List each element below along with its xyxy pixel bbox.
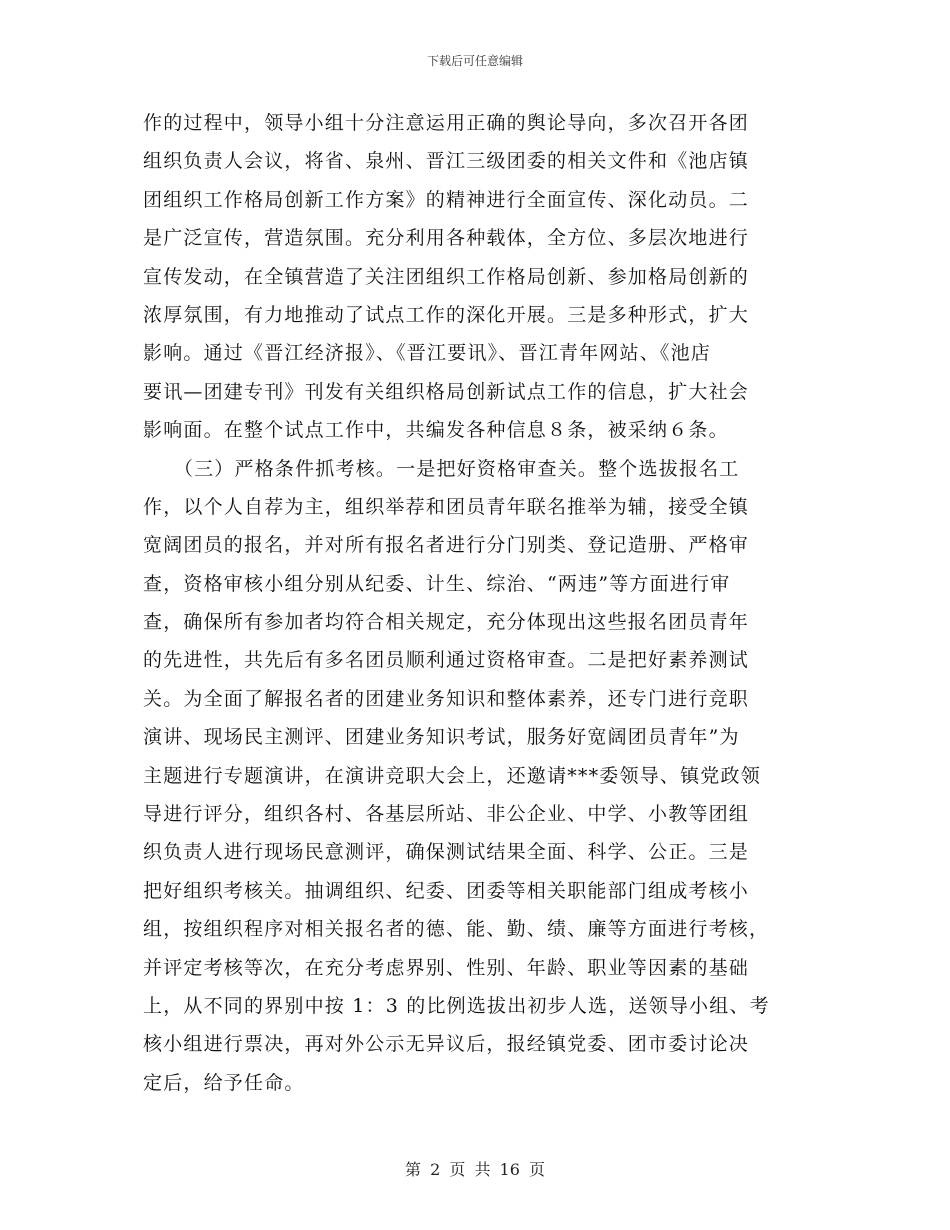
text-line: 导进行评分，组织各村、各基层所站、非公企业、中学、小教等团组: [143, 803, 750, 826]
text-line: 作，以个人自荐为主，组织举荐和团员青年联名推举为辅，接受全镇: [143, 495, 750, 518]
text-line: 作的过程中，领导小组十分注意运用正确的舆论导向，多次召开各团: [143, 112, 750, 134]
text-line: 要讯—团建专刊》刊发有关组织格局创新试点工作的信息，扩大社会: [143, 380, 750, 403]
text-line: 查，资格审核小组分别从纪委、计生、综治、“两违”等方面进行审: [143, 572, 731, 595]
text-line: 并评定考核等次，在充分考虑界别、性别、年龄、职业等因素的基础: [143, 956, 750, 979]
text-line: 组，按组织程序对相关报名者的德、能、勤、绩、廉等方面进行考核，: [143, 918, 770, 941]
document-body: [143, 104, 809, 1102]
page-number: 第 2 页 共 16 页: [405, 1160, 545, 1179]
text-line: 影响面。在整个试点工作中，共编发各种信息８条，被采纳６条。: [143, 419, 729, 442]
text-line: 宽阔团员的报名，并对所有报名者进行分门别类、登记造册、严格审: [143, 534, 750, 557]
text-line: 是广泛宣传，营造氛围。充分利用各种载体，全方位、多层次地进行: [143, 227, 750, 250]
text-line: 定后，给予任命。: [143, 1071, 305, 1094]
text-line: 上，从不同的界别中按 1：3 的比例选拔出初步人选，送领导小组、考: [143, 994, 770, 1017]
text-line: 团组织工作格局创新工作方案》的精神进行全面宣传、深化动员。二: [143, 188, 750, 211]
page-header: 下载后可任意编辑: [426, 54, 523, 68]
text-line: 核小组进行票决，再对外公示无异议后，报经镇党委、团市委讨论决: [143, 1033, 750, 1056]
text-line: 影响。通过《晋江经济报》、《晋江要讯》、晋江青年网站、《池店: [143, 342, 712, 365]
text-line: 查，确保所有参加者均符合相关规定，充分体现出这些报名团员青年: [143, 611, 750, 634]
text-line: 浓厚氛围，有力地推动了试点工作的深化开展。三是多种形式，扩大: [143, 303, 750, 326]
text-line: 演讲、现场民主测评、团建业务知识考试，服务好宽阔团员青年”为: [143, 726, 740, 749]
text-line: （三）严格条件抓考核。一是把好资格审查关。整个选拔报名工: [143, 457, 740, 480]
text-line: 把好组织考核关。抽调组织、纪委、团委等相关职能部门组成考核小: [143, 879, 750, 902]
text-line: 关。为全面了解报名者的团建业务知识和整体素养，还专门进行竞职: [143, 687, 750, 710]
text-line: 组织负责人会议，将省、泉州、晋江三级团委的相关文件和《池店镇: [143, 150, 750, 173]
text-line: 宣传发动，在全镇营造了关注团组织工作格局创新、参加格局创新的: [143, 265, 750, 288]
text-line: 主题进行专题演讲，在演讲竞职大会上，还邀请***委领导、镇党政领: [143, 764, 761, 787]
text-line: 织负责人进行现场民意测评，确保测试结果全面、科学、公正。三是: [143, 841, 750, 864]
text-line: 的先进性，共先后有多名团员顺利通过资格审查。二是把好素养测试: [143, 649, 750, 672]
